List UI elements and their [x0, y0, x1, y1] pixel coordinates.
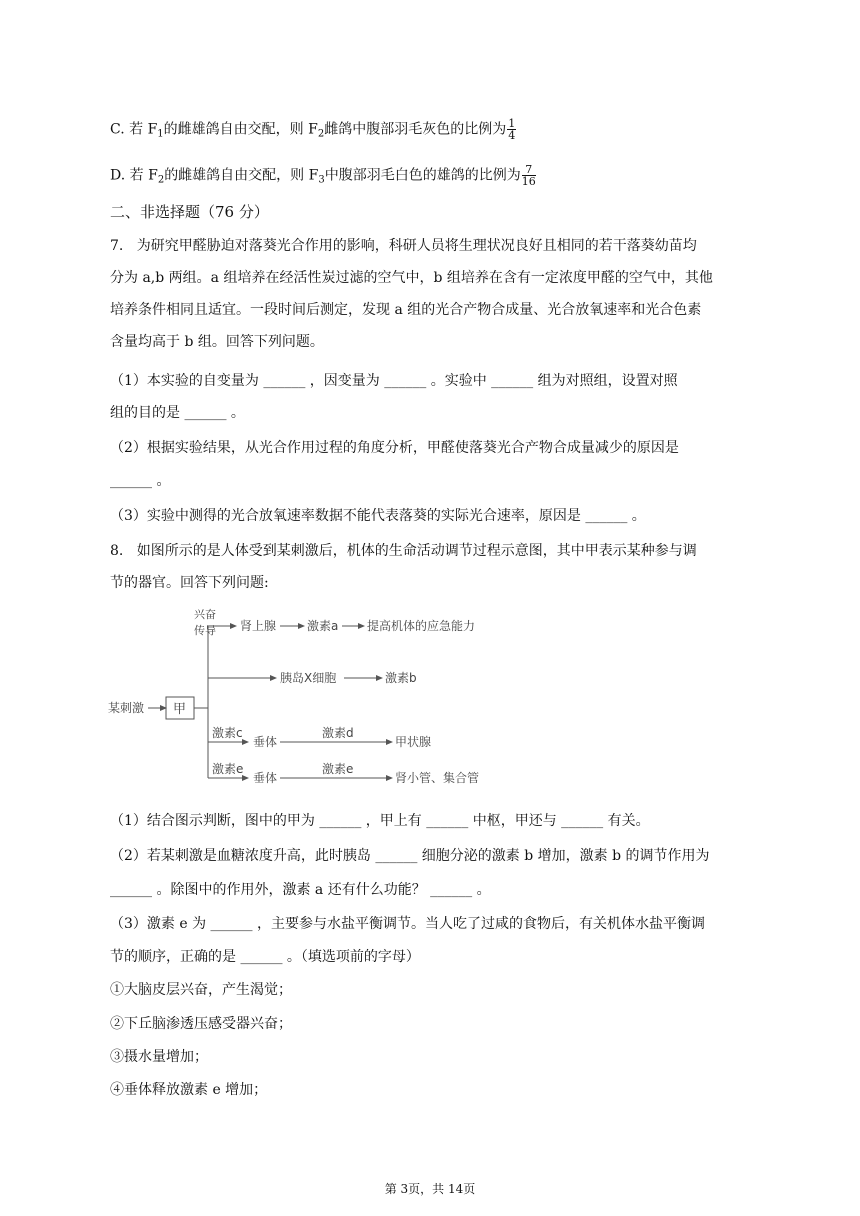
- q8-part-3-line-1: （3）激素 e 为 ______ ，主要参与水盐平衡调节。当人吃了过咸的食物后，有关机体水盐平衡调: [110, 916, 705, 932]
- option-c-sub1: 1: [157, 128, 164, 140]
- q8-part-1: （1）结合图示判断，图中的甲为 ______ ，甲上有 ______ 中枢，甲还与 ______ 有关。: [110, 813, 650, 829]
- effect-a-label: 提高机体的应急能力: [367, 619, 476, 633]
- q7-stem-text-1: 为研究甲醛胁迫对落葵光合作用的影响，科研人员将生理状况良好且相同的若干落葵幼苗均: [136, 238, 697, 254]
- q8-item-1: ①大脑皮层兴奋，产生渴觉；: [110, 982, 292, 998]
- option-d-numerator: 7: [522, 164, 536, 176]
- option-d-mid: 的雌雄鸽自由交配，则 F: [164, 167, 319, 184]
- q7-part-1-line-1: （1）本实验的自变量为 ______ ，因变量为 ______ 。实验中 ______ 组为对照组，设置对照: [110, 373, 678, 389]
- option-c-sub2: 2: [317, 128, 325, 140]
- option-c-numerator: 1: [508, 117, 516, 130]
- hormone-c-label: 激素c: [212, 726, 243, 740]
- option-c-pre: 若 F: [129, 121, 158, 138]
- hormone-a-label: 激素a: [307, 619, 339, 633]
- hormone-b-label: 激素b: [385, 671, 417, 685]
- q7-part-2-line-2: ______ 。: [110, 473, 171, 489]
- option-d-denominator: 16: [521, 175, 536, 188]
- section-heading: 二、非选择题（76 分）: [110, 203, 269, 221]
- q7-part-3: （3）实验中测得的光合放氧速率数据不能代表落葵的实际光合速率，原因是 ______ 。: [110, 508, 646, 524]
- q8-part-2-line-1: （2）若某刺激是血糖浓度升高，此时胰岛 ______ 细胞分泌的激素 b 增加，激素 b 的调节作用为: [110, 848, 710, 864]
- option-d-label: D.: [110, 167, 126, 184]
- option-d: [110, 164, 536, 191]
- option-c: [110, 118, 516, 145]
- option-c-post: 雌鸽中腹部羽毛灰色的比例为: [324, 121, 507, 138]
- hormone-e-label-2: 激素e: [322, 762, 354, 776]
- q8-item-2: ②下丘脑渗透压感受器兴奋；: [110, 1016, 292, 1032]
- option-d-pre: 若 F: [129, 167, 158, 184]
- q7-stem-line-3: 培养条件相同且适宜。一段时间后测定，发现 a 组的光合产物合成量、光合放氧速率和光合色素: [110, 302, 702, 318]
- q8-part-3-line-2: 节的顺序，正确的是 ______ 。（填选项前的字母）: [110, 949, 420, 965]
- q8-number: 8.: [110, 543, 124, 559]
- organ-label: 甲: [173, 702, 187, 717]
- q7-part-1-line-2: 组的目的是 ______ 。: [110, 405, 245, 421]
- q8-item-4: ④垂体释放激素 e 增加；: [110, 1082, 268, 1098]
- option-d-post: 中腹部羽毛白色的雄鸽的比例为: [324, 167, 521, 184]
- option-c-denominator: 4: [508, 129, 516, 142]
- option-d-sub2: 3: [318, 174, 325, 186]
- option-c-fraction: [507, 118, 516, 141]
- q8-stem-text-1: 如图所示的是人体受到某刺激后，机体的生命活动调节过程示意图，其中甲表示某种参与调: [136, 543, 697, 559]
- page-footer: 第 3页，共 14页: [384, 1182, 476, 1196]
- islet-label: 胰岛X细胞: [280, 671, 337, 685]
- kidney-label: 肾小管、集合管: [395, 771, 480, 785]
- q8-part-2-line-2: ______ 。除图中的作用外，激素 a 还有什么功能？ ______ 。: [110, 882, 491, 898]
- hormone-d-label: 激素d: [322, 726, 354, 740]
- pituitary-label-1: 垂体: [253, 735, 278, 749]
- q7-stem-line-2: 分为 a,b 两组。a 组培养在经活性炭过滤的空气中，b 组培养在含有一定浓度甲醛的空气中，其他: [110, 270, 713, 286]
- q7-stem-line-4: 含量均高于 b 组。回答下列问题。: [110, 334, 324, 350]
- adrenal-label: 肾上腺: [240, 619, 277, 633]
- excite-label-2: 传导: [194, 624, 216, 637]
- hormone-e-label-1: 激素e: [212, 762, 244, 776]
- regulation-diagram: [108, 606, 528, 796]
- q7-part-2-line-1: （2）根据实验结果，从光合作用过程的角度分析，甲醛使落葵光合产物合成量减少的原因是: [110, 440, 679, 456]
- thyroid-label: 甲状腺: [395, 735, 432, 749]
- q7-stem-line-1: [110, 236, 697, 256]
- q7-number: 7.: [110, 238, 124, 254]
- q8-stem-line-1: [110, 541, 697, 561]
- option-c-label: C.: [110, 121, 125, 138]
- option-d-fraction: [522, 164, 536, 187]
- q8-item-3: ③摄水量增加；: [110, 1049, 208, 1065]
- pituitary-label-2: 垂体: [253, 771, 278, 785]
- option-d-sub1: 2: [157, 174, 165, 186]
- q8-stem-line-2: 节的器官。回答下列问题:: [110, 575, 269, 591]
- excite-label-1: 兴奋: [194, 608, 216, 621]
- option-c-mid: 的雌雄鸽自由交配，则 F: [163, 121, 318, 138]
- stimulus-label: 某刺激: [108, 701, 145, 715]
